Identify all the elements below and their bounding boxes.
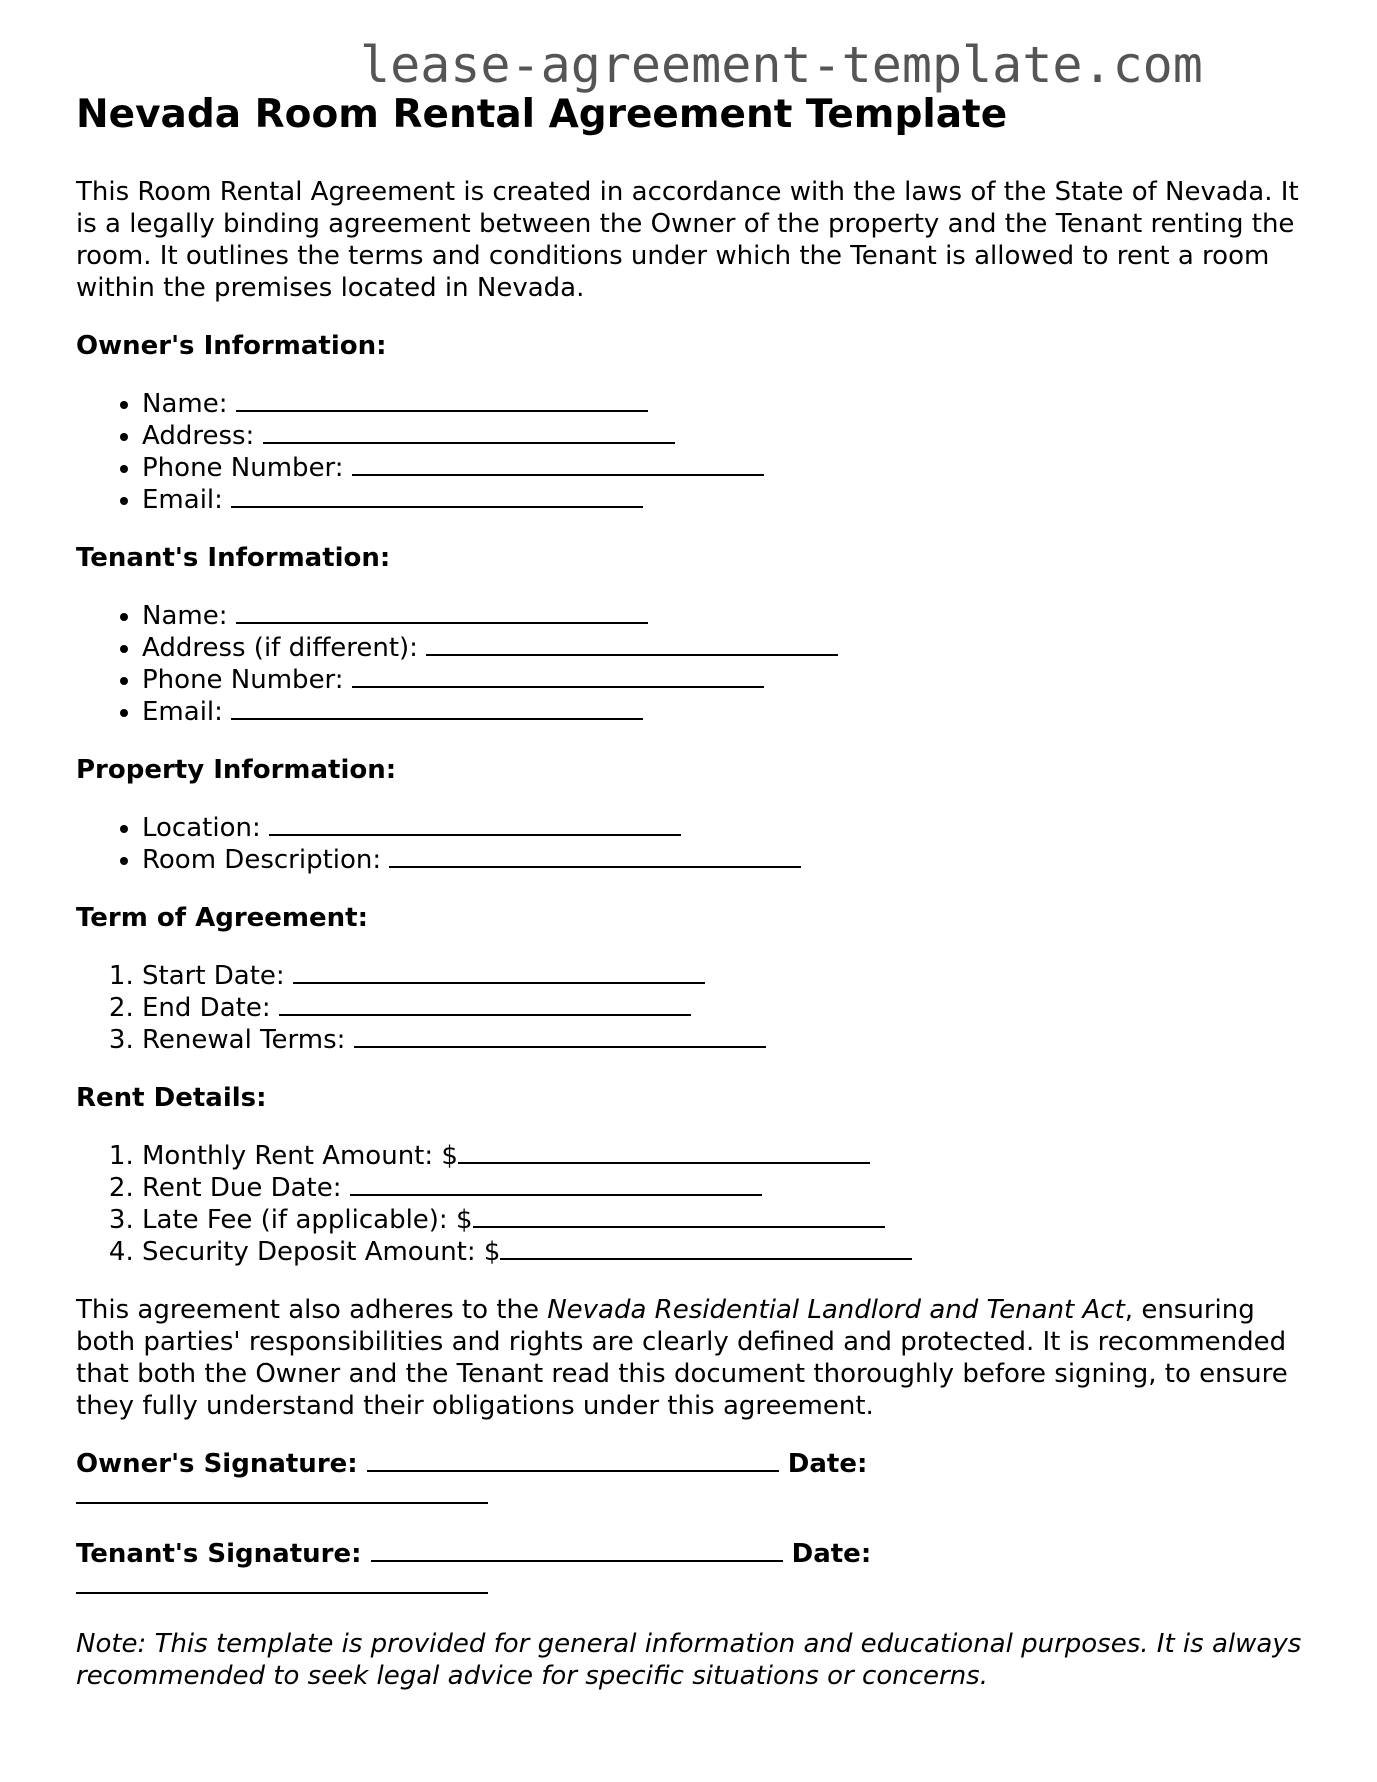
property-room-description-field[interactable]: • Room Description: <box>142 844 1306 876</box>
owner-phone-field[interactable]: • Phone Number: <box>142 452 1306 484</box>
act-name: Nevada Residential Landlord and Tenant Act <box>547 1295 1125 1325</box>
blank-line[interactable] <box>473 1204 885 1228</box>
blank-line[interactable] <box>279 992 691 1016</box>
tenant-fields <box>76 600 1306 728</box>
owner-fields <box>76 388 1306 516</box>
blank-line[interactable] <box>293 960 705 984</box>
rent-security-deposit-field[interactable]: 4. Security Deposit Amount: $ <box>142 1236 1306 1268</box>
tenant-heading: Tenant's Information: <box>76 543 391 573</box>
intro-paragraph: This Room Rental Agreement is created in accordance with the laws of the State of Nevada. It is a legally binding agreement between the Owner of the property and the Tenant renting the room. It outlines the terms and conditions under which the Tenant is allowed to rent a room within the premises located in Nevada. <box>76 177 1299 303</box>
tenant-name-field[interactable]: • Name: <box>142 600 1306 632</box>
term-end-date-field[interactable]: 2. End Date: <box>142 992 1306 1024</box>
page-title: Nevada Room Rental Agreement Template <box>76 92 1008 137</box>
closing-paragraph: This agreement also adheres to the Nevada Residential Landlord and Tenant Act, ensuring both parties' responsibilities and rights are clearly defined and protected. It is recommended that both the Owner and the Tenant read this document thoroughly before signing, to ensure they fully understand their obligations under this agreement. <box>76 1295 1288 1421</box>
tenant-signature-line[interactable]: Tenant's Signature: Date: <box>76 1538 1306 1602</box>
watermark: lease-agreement-template.com <box>360 36 1203 94</box>
term-start-date-field[interactable]: 1. Start Date: <box>142 960 1306 992</box>
blank-line[interactable] <box>371 1538 783 1562</box>
tenant-address-field[interactable]: • Address (if different): <box>142 632 1306 664</box>
blank-line[interactable] <box>458 1140 870 1164</box>
blank-line[interactable] <box>426 632 838 656</box>
blank-line[interactable] <box>263 420 675 444</box>
tenant-email-field[interactable]: • Email: <box>142 696 1306 728</box>
owner-email-field[interactable]: • Email: <box>142 484 1306 516</box>
rent-due-date-field[interactable]: 2. Rent Due Date: <box>142 1172 1306 1204</box>
blank-line[interactable] <box>269 812 681 836</box>
owner-heading: Owner's Information: <box>76 331 387 361</box>
term-renewal-field[interactable]: 3. Renewal Terms: <box>142 1024 1306 1056</box>
property-heading: Property Information: <box>76 755 397 785</box>
blank-line[interactable] <box>354 1024 766 1048</box>
rent-fields <box>76 1140 1306 1268</box>
owner-name-field[interactable]: • Name: <box>142 388 1306 420</box>
blank-line[interactable] <box>350 1172 762 1196</box>
rent-heading: Rent Details: <box>76 1083 267 1113</box>
term-fields <box>76 960 1306 1056</box>
owner-address-field[interactable]: • Address: <box>142 420 1306 452</box>
blank-line[interactable] <box>76 1570 488 1594</box>
blank-line[interactable] <box>367 1448 779 1472</box>
rent-monthly-amount-field[interactable]: 1. Monthly Rent Amount: $ <box>142 1140 1306 1172</box>
tenant-phone-field[interactable]: • Phone Number: <box>142 664 1306 696</box>
blank-line[interactable] <box>500 1236 912 1260</box>
owner-signature-line[interactable]: Owner's Signature: Date: <box>76 1448 1306 1512</box>
term-heading: Term of Agreement: <box>76 903 368 933</box>
blank-line[interactable] <box>231 696 643 720</box>
blank-line[interactable] <box>352 452 764 476</box>
blank-line[interactable] <box>389 844 801 868</box>
disclaimer-note: Note: This template is provided for general information and educational purposes. It is always recommended to seek legal advice for specific situations or concerns. <box>76 1629 1302 1691</box>
blank-line[interactable] <box>236 600 648 624</box>
blank-line[interactable] <box>76 1480 488 1504</box>
rent-late-fee-field[interactable]: 3. Late Fee (if applicable): $ <box>142 1204 1306 1236</box>
document-body <box>76 176 1306 1692</box>
blank-line[interactable] <box>231 484 643 508</box>
property-fields <box>76 812 1306 876</box>
blank-line[interactable] <box>352 664 764 688</box>
blank-line[interactable] <box>236 388 648 412</box>
property-location-field[interactable]: • Location: <box>142 812 1306 844</box>
